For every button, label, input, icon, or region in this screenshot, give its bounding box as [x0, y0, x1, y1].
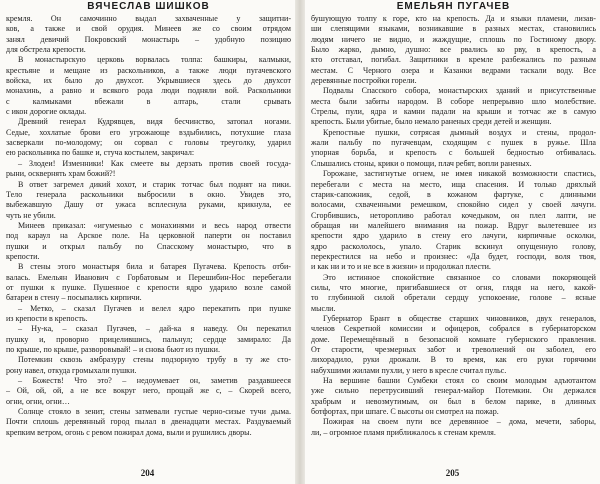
- text-line: Минеев приказал: «игуменью с монахинями и весь народ отвести: [18, 220, 291, 230]
- text-line: упорная борьба, и крепость с большей бедностью отбивалась.: [311, 148, 596, 158]
- text-line: перебегали с места на место, ища спасения. И только дряхлый: [311, 179, 596, 189]
- page-number-right: 205: [445, 468, 460, 478]
- text-line: На вершине башни Сумбеки стоял со своим молодым адъютантом: [323, 376, 596, 386]
- text-line: рыни, осквернять храм божий?!: [6, 169, 116, 179]
- text-line: бушующую толпу к горе, кто на крепость. Да и языки пламени, лизав-: [311, 14, 596, 23]
- text-line: набухшими жилами пухли, у него в кресле считал пульс.: [311, 365, 507, 375]
- text-line: валась. Емельян Иванович с Горбатовым и Перешибин-Нос перебегали: [6, 272, 291, 282]
- text-line: занял девичий Покровский монастырь – удобную позицию: [6, 34, 291, 44]
- text-line: пушки и открыл пальбу по Спасскому монастырю, что в: [6, 241, 291, 251]
- text-line: засверкали по-молодому; он сорвал с головы треуголку, ударил: [6, 138, 291, 148]
- text-line: Это истинное спокойствие связанное со словами покоряющей: [323, 272, 596, 282]
- text-line: пушку и, проворно прицелившись, пальнул; сердце замирало: Да: [6, 334, 291, 344]
- text-line: – Метко, – сказал Пугачев и велел ядро перекатить при пушке: [18, 303, 291, 313]
- text-line: мысли.: [311, 303, 336, 313]
- left-page-text: [6, 14, 291, 438]
- left-page: [0, 0, 295, 484]
- book-gutter: [295, 0, 305, 484]
- text-line: от пушки к пушке. Пушенное с крепости ядро ударило возле самой: [6, 282, 291, 292]
- text-line: волосами, схваченными ремешком, спокойно сидел у своей лачуги.: [311, 200, 596, 210]
- text-line: для обстрела крепости.: [6, 45, 86, 55]
- text-line: местам. С Черного озера и Казанки ведрами таскали воду. Все: [311, 65, 596, 75]
- text-line: уже сильно перетрусивший генерал-майор Потемкин. Он держался: [311, 386, 596, 396]
- text-line: обращая ни малейшего внимания на пожар. Вдруг вылетевшее из: [311, 220, 596, 230]
- text-line: силы, что многие, пригибавшиеся от огня, глядя на него, какой-: [311, 282, 596, 292]
- text-line: – Злодеи! Изменники! Как смеете вы дерзать против своей госуда-: [18, 158, 291, 168]
- text-line: В монастырскую церковь ворвалась толпа: башкиры, калмыки,: [18, 55, 291, 65]
- running-head-author: ВЯЧЕСЛАВ ШИШКОВ: [87, 1, 210, 12]
- text-line: крепости ядро ударило в стену его лачуги, кирпичные осколки,: [311, 231, 596, 241]
- text-line: В стены этого монастыря била и батарея Пугачева. Крепость отби-: [18, 262, 291, 272]
- right-page: [305, 0, 600, 484]
- text-line: Почти сплошь деревянный город пылал в двенадцати местах. Раздуваемый: [6, 417, 291, 427]
- text-line: ши слепящими языками, возникавшие в разных местах, становились: [311, 24, 596, 34]
- text-line: – Ой, ой, ой, а не все вокруг него, прощай же с, – Скорей всего,: [6, 386, 291, 396]
- text-line: Пожирая на своем пути все деревянное – дома, мечети, заборы,: [323, 417, 596, 427]
- text-line: Сгорбившись, неторопливо работал кочедыком, он плел лапти, не: [311, 210, 596, 220]
- page-number-left: 204: [140, 468, 155, 478]
- text-line: Солнце стояло в зенит, стены затмевали густые черно-сизые тучи дыма.: [18, 407, 291, 417]
- text-line: старик-сапожник, седой, в кожаном фартуке, с длинными: [311, 189, 596, 199]
- text-line: людям ничего не видно, и жаждущие, сплошь по Гостиному двору.: [311, 34, 596, 44]
- text-line: перекрестился на небо и произнес: «Да будет, господи, воля твоя,: [311, 251, 596, 261]
- text-line: с калмыками вбежали в алтарь, стали срывать: [6, 96, 291, 106]
- text-line: по крыше, по крыше, разворовывай! – и снова бьют из пушки.: [6, 345, 220, 354]
- text-line: ли, – огромное пламя приближалось к стенам кремля.: [311, 427, 496, 437]
- text-line: Крепостные пушки, сотрясая дымный воздух и стены, продол-: [323, 127, 596, 137]
- text-line: Седые, хохлатые брови его угрожающе вздыбились, потухшие глаза: [6, 127, 291, 137]
- text-line: ядро раскололось, упало. Старик вскинул опущенную голову,: [311, 241, 596, 251]
- text-line: огни, огни, огни…: [6, 396, 70, 406]
- text-line: крепким ветром, огонь с ревом пожирал дома, выли и рушились дворы.: [6, 427, 252, 437]
- text-line: – Ну-ка, – сказал Пугачев, – дай-ка я наведу. Он перекатил: [18, 324, 291, 334]
- right-page-text: [311, 14, 596, 438]
- text-line: Древний генерал Кудрявцев, видя бесчинство, затопал ногами.: [18, 117, 291, 127]
- text-line: с икон дорогие оклады.: [6, 107, 87, 117]
- text-line: рону навел, откуда громыхали пушки.: [6, 365, 137, 375]
- text-line: членов Секретной комиссии и офицеров, собрался в губернаторском: [311, 324, 596, 334]
- text-line: В ответ загремел дикий хохот, и старик тотчас был поднят на пики.: [18, 179, 291, 189]
- text-line: лихорадило, руки дрожали. В то время, как его руки горячими: [311, 355, 596, 365]
- text-line: монахинь, а равно и всякого рода люди подняли вой. Раскольники: [6, 86, 291, 96]
- text-line: под караул на Арское поле. На церковной паперти он поставил: [6, 231, 291, 241]
- text-line: то глубинной силой обретали сердцу успокоение, голове – ясные: [311, 293, 596, 303]
- text-line: кто отставал, погибал. Защитники в кремле разбежались по разным: [311, 55, 596, 65]
- text-line: крепости.: [6, 251, 40, 261]
- text-line: ею раскольника по башке и, стуча костылем, закричал:: [6, 148, 195, 158]
- text-line: выбежавшую Дашу от ужаса всплеснула руками, крикнула, ее: [6, 200, 291, 210]
- text-line: крестьяне и мещане из раскольников, а также люди пугачевского: [6, 65, 291, 75]
- text-line: Стрелы, пули, ядра и камни падали на крыши и тотчас же в самую: [311, 107, 596, 117]
- text-line: батареи в стену – посыпались кирпичи.: [6, 293, 142, 303]
- text-line: кремля. Он самочинно выдал захваченные у защитни-: [6, 14, 291, 23]
- text-line: ков, а также и свой орудия. Минеев же со своим отрядом: [6, 24, 291, 34]
- text-line: Было жарко, дымно, душно: все рвались ко рву, в крепость, а: [311, 45, 596, 55]
- text-line: От старости, чрезмерных забот и треволнений он заболел, его: [311, 345, 596, 354]
- text-line: Тело генерала раскольники выбросили в окно. Увидев это,: [6, 189, 291, 199]
- text-line: Губернатор Брант в обществе старших чиновников, двух генералов,: [323, 313, 596, 323]
- text-line: Горожане, застигнутые огнем, не имея никакой возможности спастись,: [323, 169, 596, 179]
- text-line: Потемкин сквозь амбразуру стены подзорную трубу в ту же сто-: [18, 355, 291, 365]
- text-line: места были забиты народом. В соборе непрерывно шло молебствие.: [311, 96, 596, 106]
- running-head-title: ЕМЕЛЬЯН ПУГАЧЕВ: [396, 1, 511, 12]
- text-line: из крепости в крепость.: [6, 313, 88, 323]
- text-line: чуть не убили.: [6, 210, 56, 220]
- text-line: доме. Перемещённый в безопасной комнате губернского правления.: [311, 334, 596, 344]
- text-line: деревянные постройки горели.: [311, 76, 417, 86]
- text-line: Подвалы Спасского собора, монастырских зданий и присутственные: [323, 86, 596, 96]
- text-line: и как ни и то и не все в жизни» и продолжал плести.: [311, 262, 491, 272]
- text-line: жали пальбу по пугачевцам, сходящим с пушек в ружье. Шла: [311, 138, 596, 148]
- text-line: крепость. Были убитые, было немало раненых среди детей и женщин.: [311, 117, 552, 127]
- text-line: храбрым и невозмутимым, он был в белом парике, в длинных: [311, 396, 596, 406]
- text-line: – Божеств! Что это? – недоумевает он, заметив раздавшееся: [18, 376, 291, 386]
- text-line: войска, их было до двухсот. Укрывшиеся здесь до двухсот: [6, 76, 291, 86]
- text-line: ботфортах, при шпаге. С высоты он смотрел на пожар.: [311, 407, 499, 417]
- text-line: Слышались стоны, крики о помощи, плач ребят, вопли раненых.: [311, 158, 532, 168]
